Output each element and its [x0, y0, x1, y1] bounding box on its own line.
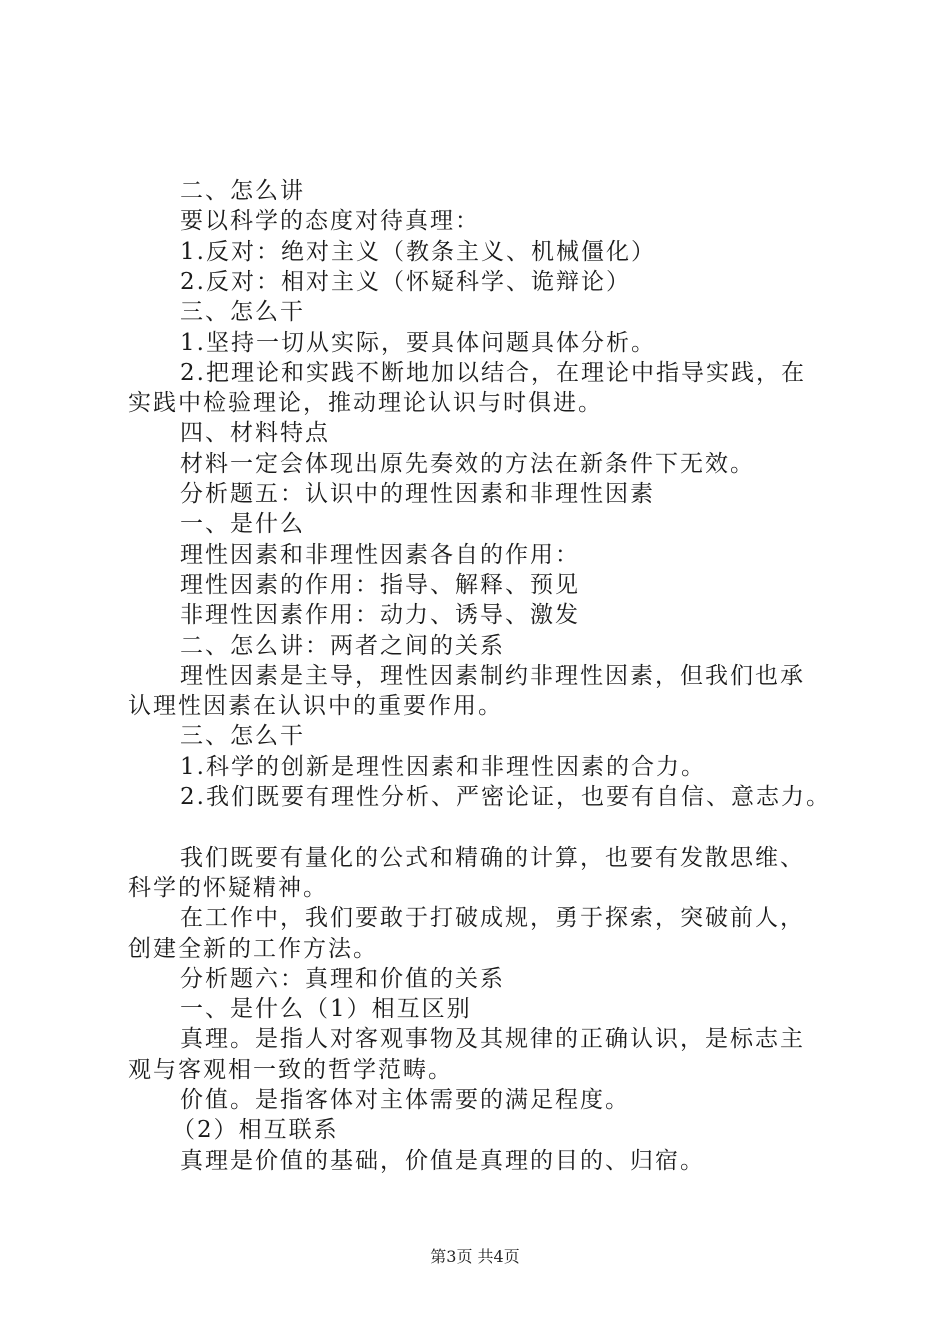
page-number-footer: 第3页 共4页: [430, 1247, 520, 1266]
paragraph-line: 非理性因素作用：动力、诱导、激发: [180, 602, 580, 629]
list-item: 2.我们既要有理性分析、严密论证，也要有自信、意志力。: [180, 784, 831, 810]
paragraph-line-continued: 认理性因素在认识中的重要作用。: [128, 693, 503, 720]
heading-relationship: 二、怎么讲：两者之间的关系: [180, 632, 505, 659]
heading-question-five: 分析题五：认识中的理性因素和非理性因素: [180, 481, 655, 507]
list-item: 2.反对：相对主义（怀疑科学、诡辩论）: [180, 268, 631, 295]
subheading-relation: （2）相互联系: [172, 1117, 339, 1144]
paragraph-line: 理性因素的作用：指导、解释、预见: [180, 571, 580, 598]
list-item: 1.坚持一切从实际，要具体问题具体分析。: [180, 329, 656, 356]
heading-what-is: 一、是什么: [180, 511, 305, 538]
list-item-continued: 实践中检验理论，推动理论认识与时俱进。: [128, 390, 603, 417]
paragraph-line: 要以科学的态度对待真理：: [180, 208, 480, 235]
paragraph-line: 在工作中，我们要敢于打破成规，勇于探索，突破前人，: [180, 905, 805, 932]
heading-question-six: 分析题六：真理和价值的关系: [180, 965, 505, 992]
paragraph-line: 真理。是指人对客观事物及其规律的正确认识，是标志主: [180, 1026, 805, 1053]
paragraph-line: 理性因素和非理性因素各自的作用：: [180, 541, 580, 568]
heading-how-to-do: 三、怎么干: [180, 299, 305, 326]
list-item: 1.反对：绝对主义（教条主义、机械僵化）: [180, 238, 656, 265]
paragraph-line: 我们既要有量化的公式和精确的计算，也要有发散思维、: [180, 844, 805, 871]
list-item: 1.科学的创新是理性因素和非理性因素的合力。: [180, 753, 706, 780]
paragraph-line-continued: 创建全新的工作方法。: [128, 935, 378, 962]
heading-what-is: 一、是什么（1）相互区别: [180, 996, 472, 1023]
paragraph-line: 理性因素是主导，理性因素制约非理性因素，但我们也承: [180, 662, 805, 689]
heading-how-to-do: 三、怎么干: [180, 723, 305, 750]
paragraph-line-continued: 观与客观相一致的哲学范畴。: [128, 1056, 453, 1083]
paragraph-line: 真理是价值的基础，价值是真理的目的、归宿。: [180, 1147, 705, 1174]
paragraph-line-continued: 科学的怀疑精神。: [128, 874, 328, 901]
paragraph-line: 材料一定会体现出原先奏效的方法在新条件下无效。: [180, 450, 755, 477]
paragraph-line: 价值。是指客体对主体需要的满足程度。: [180, 1087, 630, 1113]
heading-how-to-explain: 二、怎么讲: [180, 178, 305, 204]
list-item: 2.把理论和实践不断地加以结合，在理论中指导实践，在: [180, 359, 806, 386]
heading-material-features: 四、材料特点: [180, 420, 330, 447]
